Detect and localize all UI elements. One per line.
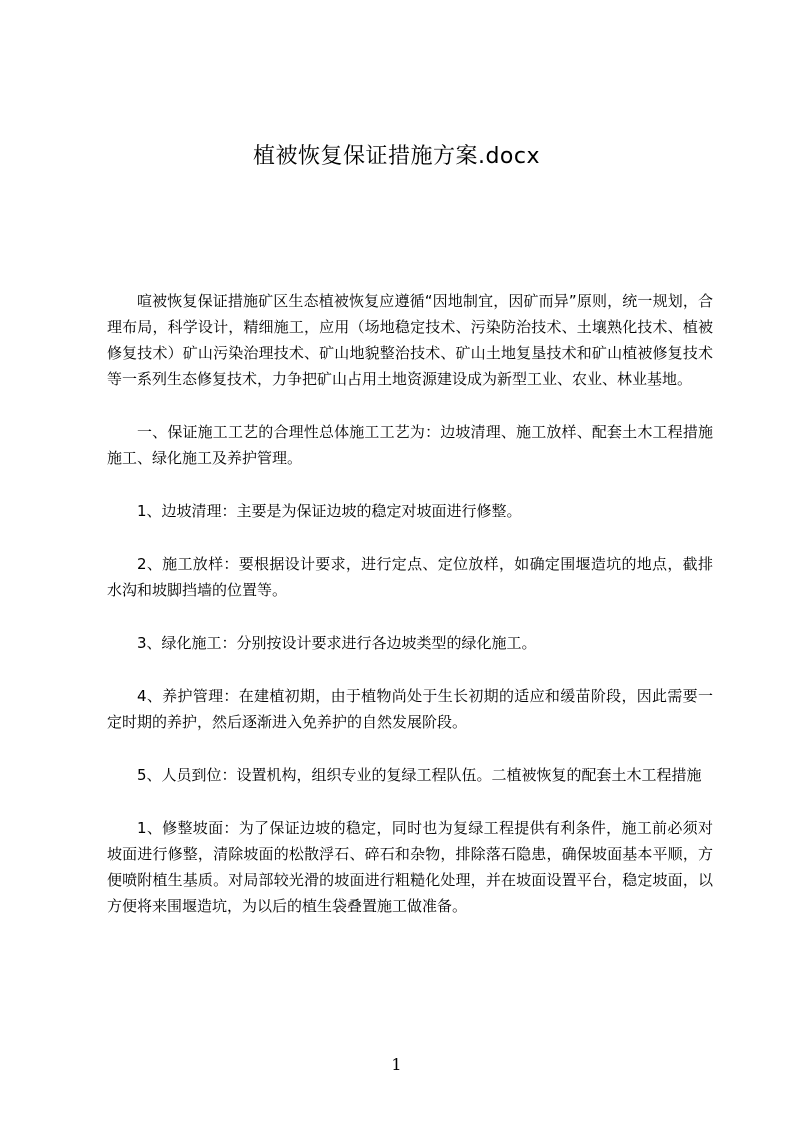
- paragraph-item-2: 2、施工放样：要根据设计要求，进行定点、定位放样，如确定围堰造坑的地点，截排水沟和坡脚挡墙的位置等。: [107, 555, 713, 599]
- page-number: 1: [391, 1055, 402, 1074]
- document-title: 植被恢复保证措施方案.docx: [252, 144, 541, 169]
- paragraph-intro: 喧被恢复保证措施矿区生态植被恢复应遵循“因地制宜，因矿而异”原则，统一规划，合理布局，科学设计，精细施工，应用（场地稳定技术、污染防治技术、土壤熟化技术、植被修复技术）矿山污染治理技术、矿山地貌整治技术、矿山土地复垦技术和矿山植被修复技术等一系列生态修复技术，力争把矿山占用土地资源建设成为新型工业、农业、林业基地。: [107, 292, 713, 388]
- paragraph-item-4: 4、养护管理：在建植初期，由于植物尚处于生长初期的适应和缓苗阶段，因此需要一定时期的养护，然后逐渐进入免养护的自然发展阶段。: [107, 687, 713, 731]
- document-body: [107, 288, 713, 919]
- paragraph-section-2-item-1: 1、修整坡面：为了保证边坡的稳定，同时也为复绿工程提供有利条件，施工前必须对坡面进行修整，清除坡面的松散浮石、碎石和杂物，排除落石隐患，确保坡面基本平顺，方便喷附植生基质。对局部较光滑的坡面进行粗糙化处理，并在坡面设置平台，稳定坡面，以方便将来围堰造坑，为以后的植生袋叠置施工做准备。: [107, 819, 713, 915]
- paragraph-item-5: 5、人员到位：设置机构，组织专业的复绿工程队伍。二植被恢复的配套土木工程措施: [137, 766, 702, 784]
- paragraph-item-3: 3、绿化施工：分别按设计要求进行各边坡类型的绿化施工。: [137, 634, 537, 652]
- paragraph-item-1: 1、边坡清理：主要是为保证边坡的稳定对坡面进行修整。: [137, 502, 522, 520]
- paragraph-section-1: 一、保证施工工艺的合理性总体施工工艺为：边坡清理、施工放样、配套土木工程措施施工、绿化施工及养护管理。: [107, 423, 713, 467]
